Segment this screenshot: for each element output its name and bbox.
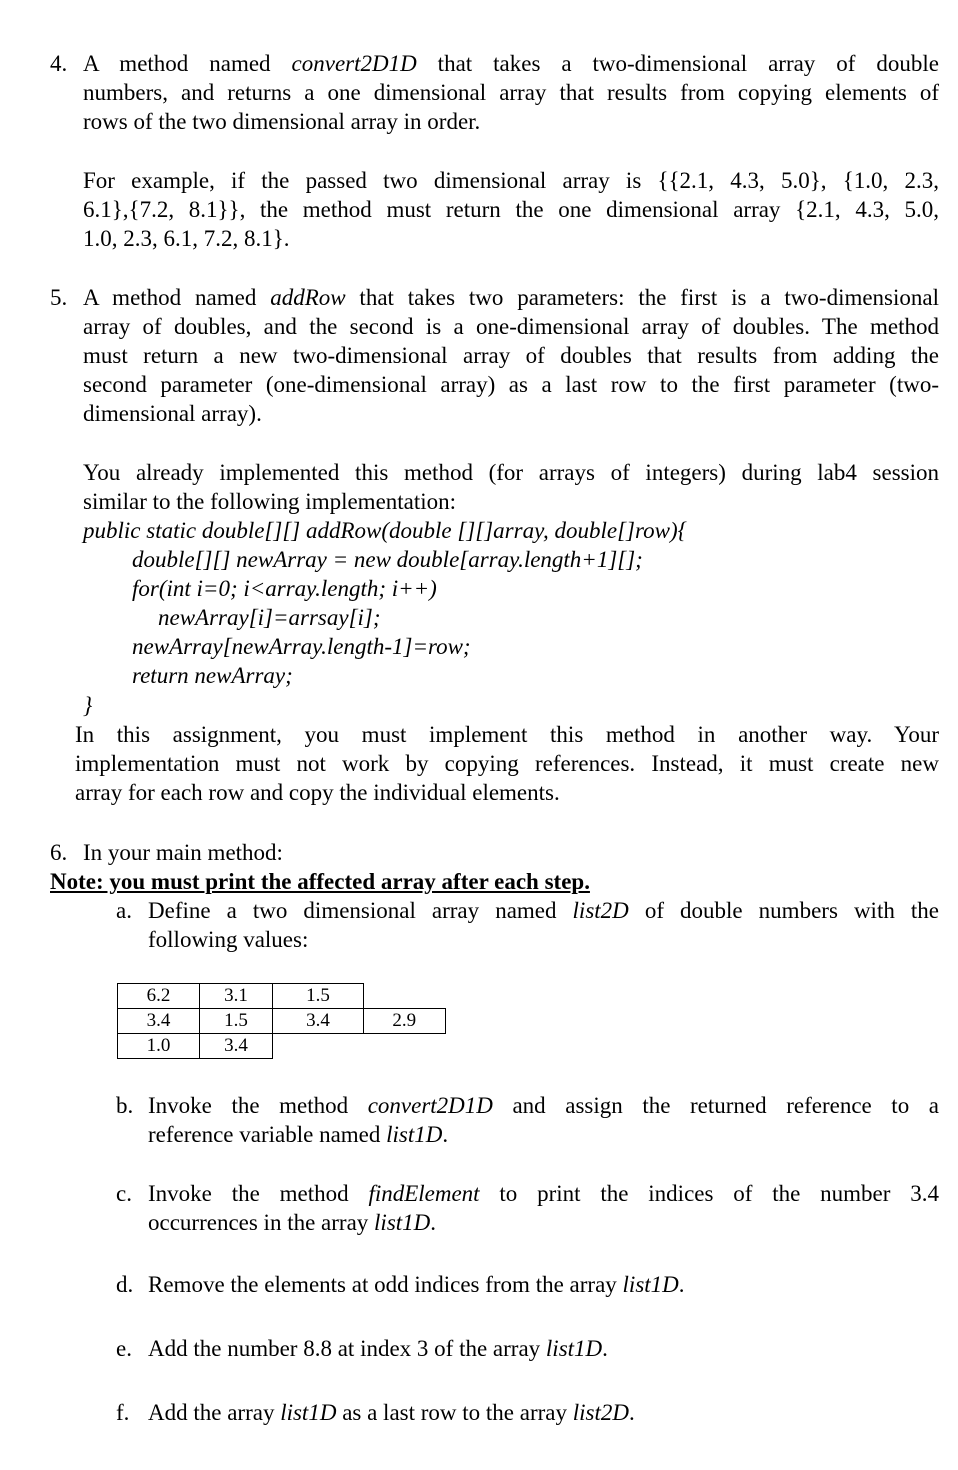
code-line-6: return newArray; bbox=[132, 663, 293, 688]
item-5-line-5: dimensional array). bbox=[83, 401, 262, 426]
values-table bbox=[117, 983, 446, 1059]
code-line-2: double[][] newArray = new double[array.length+1][]; bbox=[132, 547, 643, 572]
step-a-line-1: Define a two dimensional array named list2D of double numbers with the bbox=[148, 898, 939, 923]
method-name-convert2d1d: convert2D1D bbox=[291, 51, 417, 76]
var-list1d: list1D bbox=[374, 1210, 431, 1235]
table-cell: 3.4 bbox=[200, 1034, 273, 1059]
method-name-convert2d1d: convert2D1D bbox=[367, 1093, 493, 1118]
item-5-para3-line-2: implementation must not work by copying references. Instead, it must create new bbox=[75, 751, 939, 776]
step-a-label: a. bbox=[116, 898, 132, 923]
table-cell-empty bbox=[364, 1034, 446, 1059]
var-list2d: list2D bbox=[572, 1400, 629, 1425]
table-cell: 1.0 bbox=[118, 1034, 200, 1059]
var-list1d: list1D bbox=[386, 1122, 443, 1147]
step-b-line-2: reference variable named list1D. bbox=[148, 1122, 449, 1147]
step-a-line-2: following values: bbox=[148, 927, 309, 952]
step-c-line-2: occurrences in the array list1D. bbox=[148, 1210, 437, 1235]
code-line-7: } bbox=[83, 693, 93, 718]
item-5-line-4: second parameter (one-dimensional array) as a last row to the first parameter (two- bbox=[83, 372, 939, 397]
table-cell: 2.9 bbox=[364, 1009, 446, 1034]
item-4-line-1: A method named convert2D1D that takes a two-dimensional array of double bbox=[83, 51, 939, 76]
table-cell: 1.5 bbox=[200, 1009, 273, 1034]
print-note: Note: you must print the affected array after each step. bbox=[50, 869, 590, 894]
step-f-label: f. bbox=[116, 1400, 130, 1425]
step-d-text: Remove the elements at odd indices from the array list1D. bbox=[148, 1272, 685, 1297]
table-row bbox=[118, 1009, 446, 1034]
item-6-heading: In your main method: bbox=[83, 840, 283, 865]
table-cell: 6.2 bbox=[118, 984, 200, 1009]
item-4-example-line-2: 6.1},{7.2, 8.1}}, the method must return the one dimensional array {2.1, 4.3, 5.0, bbox=[83, 197, 939, 222]
var-list1d: list1D bbox=[280, 1400, 337, 1425]
code-line-4: newArray[i]=arrsay[i]; bbox=[158, 605, 381, 630]
table-cell: 3.1 bbox=[200, 984, 273, 1009]
step-c-label: c. bbox=[116, 1181, 132, 1206]
table-cell: 3.4 bbox=[118, 1009, 200, 1034]
method-name-addrow: addRow bbox=[270, 285, 346, 310]
var-list1d: list1D bbox=[622, 1272, 679, 1297]
var-list2d: list2D bbox=[572, 898, 629, 923]
item-5-line-3: must return a new two-dimensional array of doubles that results from adding the bbox=[83, 343, 939, 368]
item-4-example-line-1: For example, if the passed two dimensional array is {{2.1, 4.3, 5.0}, {1.0, 2.3, bbox=[83, 168, 939, 193]
code-line-3: for(int i=0; i<array.length; i++) bbox=[132, 576, 437, 601]
item-5-line-2: array of doubles, and the second is a one-dimensional array of doubles. The method bbox=[83, 314, 939, 339]
item-5-line-1: A method named addRow that takes two parameters: the first is a two-dimensional bbox=[83, 285, 939, 310]
step-b-label: b. bbox=[116, 1093, 134, 1118]
item-5-para2-line-1: You already implemented this method (for arrays of integers) during lab4 session bbox=[83, 460, 939, 485]
step-f-text: Add the array list1D as a last row to the array list2D. bbox=[148, 1400, 635, 1425]
item-4-number: 4. bbox=[50, 51, 68, 76]
item-4-line-2: numbers, and returns a one dimensional array that results from copying elements of bbox=[83, 80, 939, 105]
var-list1d: list1D bbox=[545, 1336, 603, 1361]
item-5-number: 5. bbox=[50, 285, 68, 310]
item-6-number: 6. bbox=[50, 840, 68, 865]
code-line-1: public static double[][] addRow(double [][]array, double[]row){ bbox=[83, 518, 687, 543]
step-d-label: d. bbox=[116, 1272, 134, 1297]
table-cell: 1.5 bbox=[273, 984, 364, 1009]
table-row bbox=[118, 984, 446, 1009]
item-4-example-line-3: 1.0, 2.3, 6.1, 7.2, 8.1}. bbox=[83, 226, 290, 251]
step-e-text: Add the number 8.8 at index 3 of the array list1D. bbox=[148, 1336, 608, 1361]
item-4-line-3: rows of the two dimensional array in order. bbox=[83, 109, 481, 134]
step-e-label: e. bbox=[116, 1336, 132, 1361]
step-c-line-1: Invoke the method findElement to print the indices of the number 3.4 bbox=[148, 1181, 939, 1206]
table-row bbox=[118, 1034, 446, 1059]
table-cell-empty bbox=[273, 1034, 364, 1059]
item-5-para2-line-2: similar to the following implementation: bbox=[83, 489, 457, 514]
table-cell-empty bbox=[364, 984, 446, 1009]
item-5-para3-line-1: In this assignment, you must implement this method in another way. Your bbox=[75, 722, 939, 747]
step-b-line-1: Invoke the method convert2D1D and assign the returned reference to a bbox=[148, 1093, 939, 1118]
code-line-5: newArray[newArray.length-1]=row; bbox=[132, 634, 471, 659]
item-5-para3-line-3: array for each row and copy the individual elements. bbox=[75, 780, 560, 805]
method-name-findelement: findElement bbox=[368, 1181, 480, 1206]
table-cell: 3.4 bbox=[273, 1009, 364, 1034]
